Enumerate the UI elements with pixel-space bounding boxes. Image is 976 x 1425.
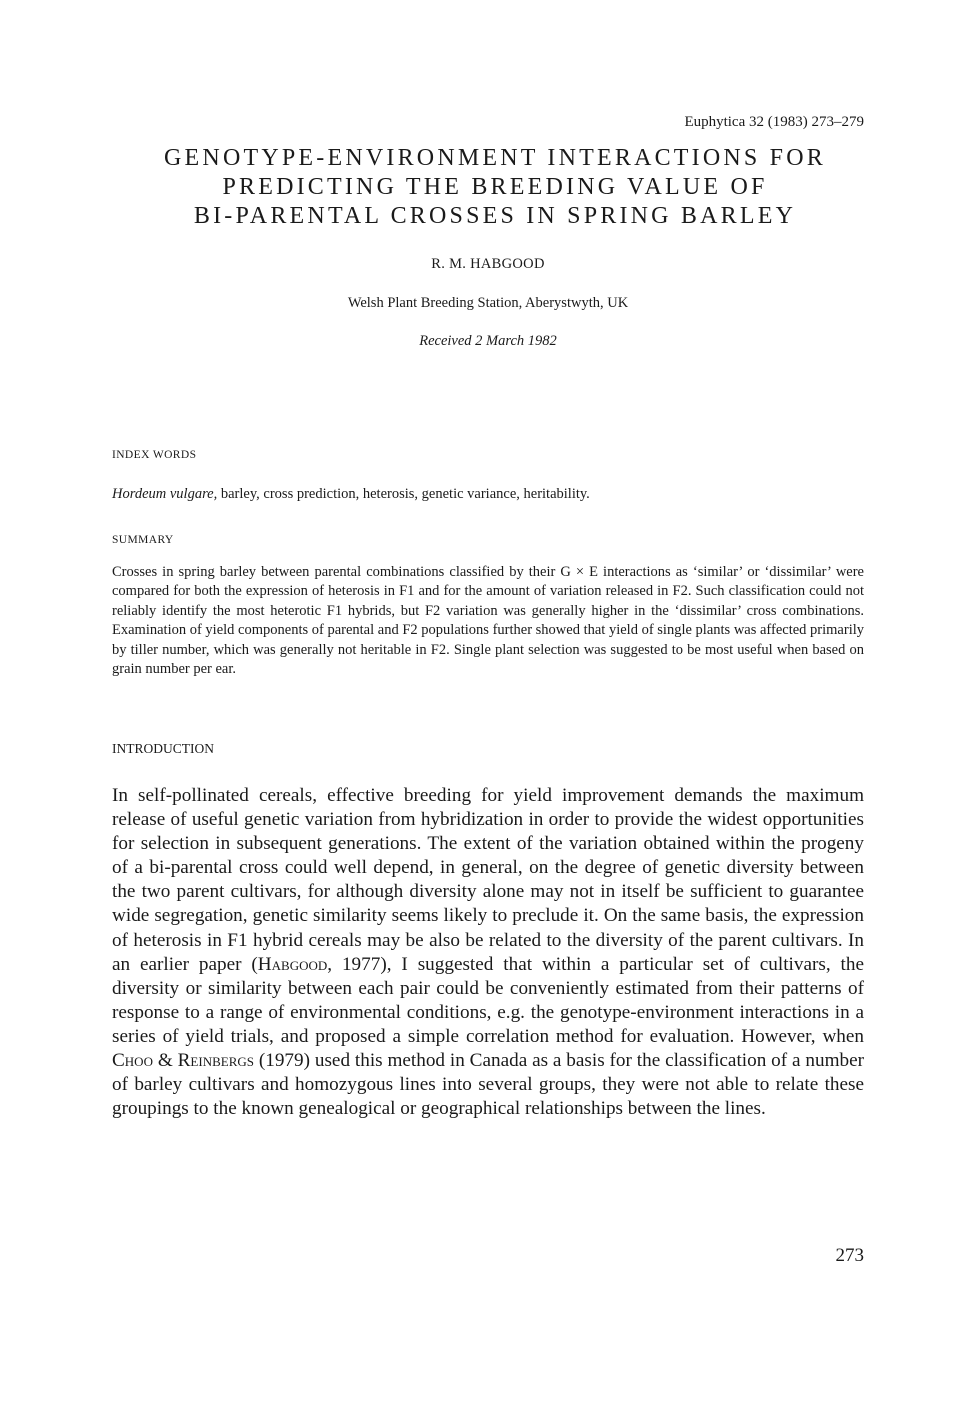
introduction-paragraph [112, 784, 864, 1121]
title-line: PREDICTING THE BREEDING VALUE OF [222, 174, 768, 200]
received-date: Received 2 March 1982 [419, 333, 557, 349]
page-number: 273 [835, 1245, 864, 1266]
citation-ampersand: & [152, 1050, 178, 1072]
citation-author: Choo [112, 1050, 153, 1072]
journal-reference: Euphytica 32 (1983) 273–279 [684, 114, 864, 130]
summary-text: Crosses in spring barley between parental combinations classified by their G × E interactions as ‘similar’ or ‘dissimilar’ were compared for both the expression of heterosis in F1 and for the amount of variation released in F2. Such classification could not reliably identify the most heterotic F1 hybrids, but F2 variation was generally higher in the ‘dissimilar’ cross combinations. Examination of yield components of parental and F2 populations further showed that yield of single plants was affected primarily by tiller number, which was generally not heritable in F2. Single plant selection was suggested to be most useful when based on grain number per ear. [112, 564, 864, 678]
title-line: GENOTYPE-ENVIRONMENT INTERACTIONS FOR [164, 145, 826, 171]
keyword-list: barley, cross prediction, heterosis, genetic variance, heritability. [217, 486, 590, 502]
intro-text: In self-pollinated cereals, effective breeding for yield improvement demands the maximum release of useful genetic variation from hybridization in order to provide the widest opportunities for selection in subsequent generations. The extent of the variation obtained within the progeny of a bi-parental cross could well depend, in general, on the degree of genetic diversity between the two parent cultivars, for although diversity alone may not in itself be sufficient to guarantee wide segregation, genetic similarity seems likely to preclude it. On the same basis, the expression of heterosis in F1 hybrid cereals may be also be related to the diversity of the parent cultivars. In an earlier paper ( [112, 785, 864, 975]
summary-heading: SUMMARY [112, 534, 174, 546]
intro-text: , 1977), I suggested that within a particular set of cultivars, the diversity or similarity between each pair could be conveniently estimated from their patterns of response to a range of environmental conditions, e.g. the genotype-environment interactions in a series of yield trials, and proposed a simple correlation method for evaluation. However, when [112, 953, 864, 1047]
intro-text: (1979) used this method in Canada as a basis for the classification of a number of barley cultivars and homozygous lines into several groups, they were not able to relate these groupings to the known genealogical or geographical relationships between the lines. [112, 1050, 864, 1120]
citation-author: Habgood [257, 953, 328, 975]
article-title [100, 144, 890, 231]
title-line: BI-PARENTAL CROSSES IN SPRING BARLEY [193, 203, 797, 229]
author-name: R. M. HABGOOD [431, 256, 545, 272]
index-words-heading: INDEX WORDS [112, 449, 197, 461]
citation-author: Reinbergs [177, 1050, 254, 1072]
index-words [112, 486, 590, 503]
keyword-species: Hordeum vulgare, [112, 486, 218, 502]
introduction-heading: INTRODUCTION [112, 741, 214, 756]
author-affiliation: Welsh Plant Breeding Station, Aberystwyth, UK [347, 295, 629, 311]
